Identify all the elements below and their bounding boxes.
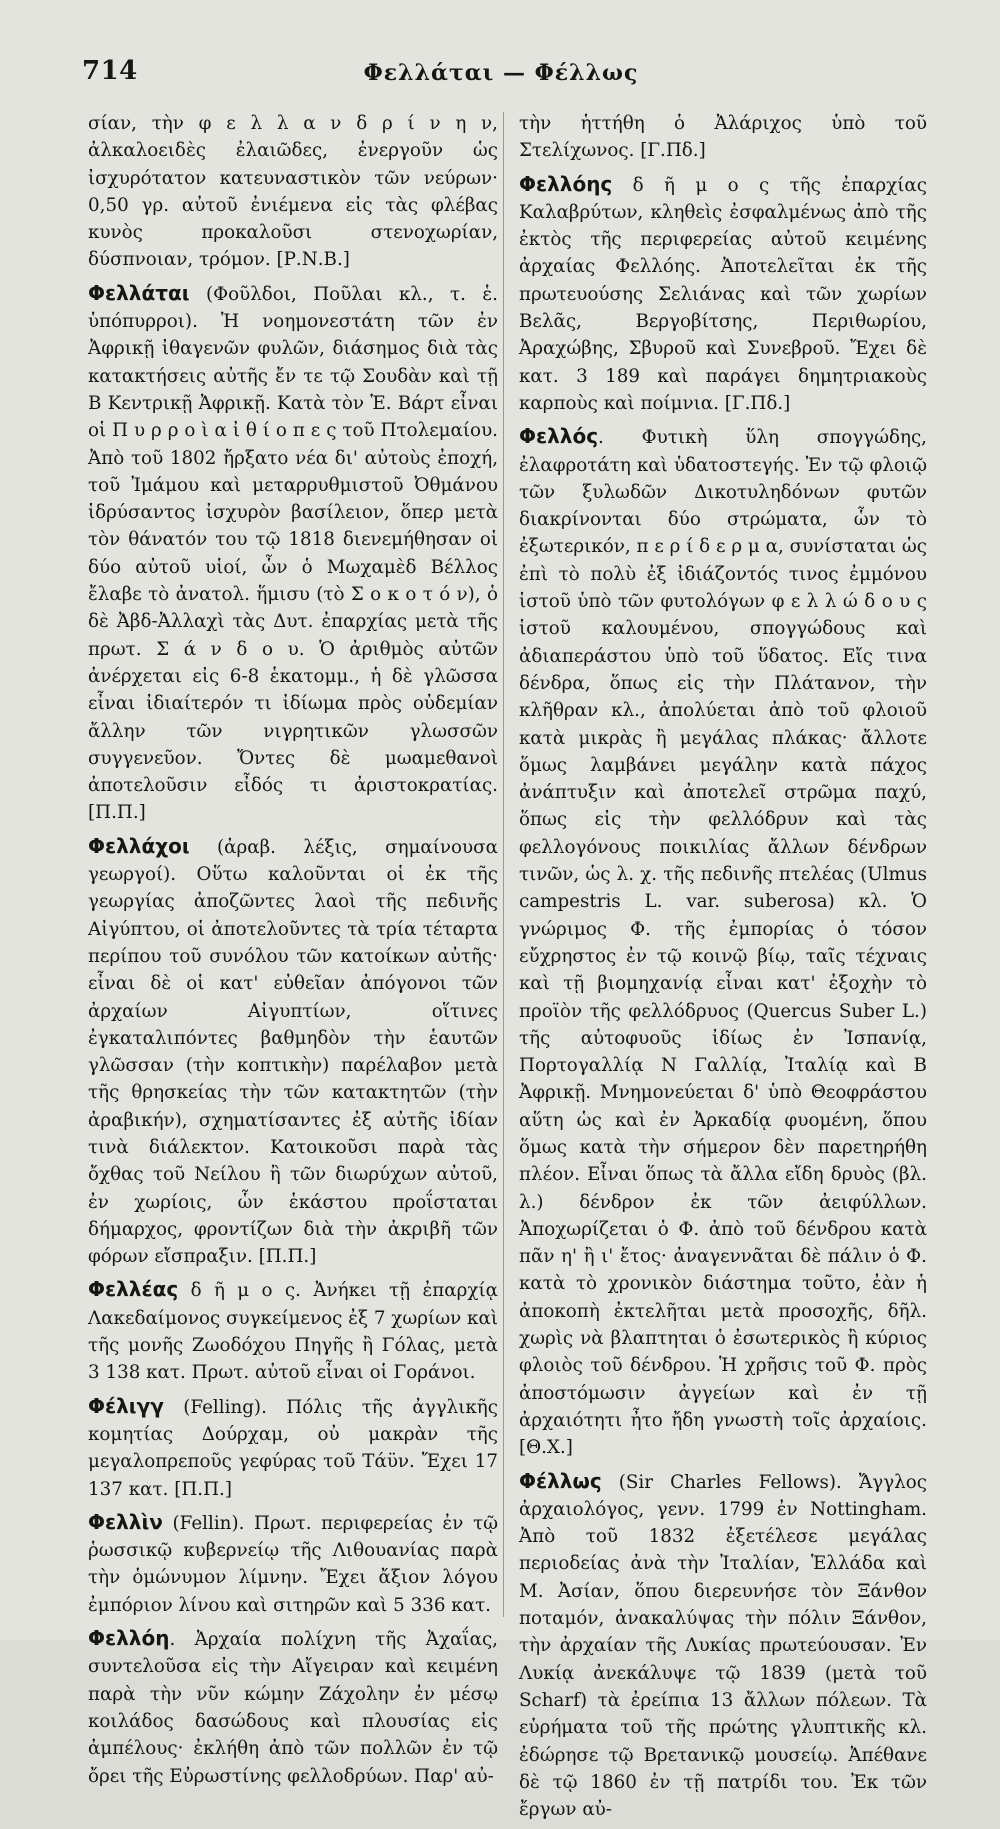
headword: Φελλάται — [88, 280, 190, 305]
entry-fellatai — [88, 280, 498, 827]
entry-continuation — [519, 110, 927, 165]
entry-text: . Ἀρχαία πολίχνη τῆς Ἀχαΐας, συντελοῦσα εἰς τὴν Αἴγειραν καὶ κειμένη παρὰ τὴν νῦν κώμην Ζάχολην ἐν μέσῳ κοιλάδος δασώδους καὶ πλουσίας εἰς ἀμπέλους· ἐκλήθη ἀπὸ τῶν πολλῶν ἐν τῷ ὄρει τῆς Εὐρωστίνης φελλοδρύων. Παρ' αὐ- — [88, 1629, 498, 1787]
entry-text: σίαν, τὴν φ ε λ λ α ν δ ρ ί ν η ν, ἀλκαλοειδὲς ἐλαιῶδες, ἐνεργοῦν ὡς ἰσχυρότατον κατευναστικὸν τῶν νεύρων· 0,50 γρ. αὐτοῦ ἐνιέμενα εἰς τὰς φλέβας κυνὸς προκαλοῦσι στενοχωρίαν, δύσπνοιαν, τρόμον. [Ρ.Ν.Β.] — [88, 113, 498, 271]
entry-text: (Φοῦλδοι, Ποῦλαι κλ., τ. ἑ. ὑπόπυρροι). Ἡ νοημονεστάτη τῶν ἐν Ἀφρικῇ ἰθαγενῶν φυλῶν, διάσημος διὰ τὰς κατακτήσεις αὐτῆς ἔν τε τῷ Σουδὰν καὶ τῇ Β Κεντρικῇ Ἀφρικῇ. Κατὰ τὸν Ἑ. Βάρτ εἶναι οἱ Π υ ρ ρ ο ὶ α ἰ θ ί ο π ε ς τοῦ Πτολεμαίου. Ἀπὸ τοῦ 1802 ἤρξατο νέα δι' αὐτοὺς ἐποχή, τοῦ Ἰμάμου καὶ μεταρρυθμιστοῦ Ὀθμάνου ἱδρύσαντος ἰσχυρὸν βασίλειον, ὅπερ μετὰ τὸν θάνατόν του τῷ 1818 διενεμήθησαν οἱ δύο αὐτοῦ υἱοί, ὧν ὁ Μωχαμὲδ Βέλλος ἔλαβε τὸ ἀνατολ. ἥμισυ (τὸ Σ ο κ ο τ ό ν), ὁ δὲ Ἀβδ-Ἀλλαχὶ τὰς Δυτ. ἐπαρχίας μετὰ τῆς πρωτ. Σ ά ν δ ο υ. Ὁ ἀριθμὸς αὐτῶν ἀνέρχεται εἰς 6-8 ἑκατομμ., ἡ δὲ γλῶσσα εἶναι ἰδιαίτερόν τι ἰδίωμα πρὸς οὐδεμίαν ἄλλην τῶν νιγρητικῶν γλωσσῶν συγγενεῦον. Ὄντες δὲ μωαμεθανοὶ ἀποτελοῦσιν εἶδός τι ἀριστοκρατίας. [Π.Π.] — [88, 283, 498, 824]
entry-felloe — [88, 1625, 498, 1790]
entry-fellows — [519, 1468, 927, 1824]
headword: Φελλόη — [88, 1626, 170, 1651]
page-header — [82, 52, 920, 96]
entry-text: (ἀραβ. λέξις, σημαίνουσα γεωργοί). Οὕτω καλοῦνται οἱ ἐκ τῆς γεωργίας ἀποζῶντες λαοὶ τῆς πεδινῆς Αἰγύπτου, οἱ ἀποτελοῦντες τὰ τρία τέταρτα περίπου τοῦ συνόλου τῶν κατοίκων αὐτῆς· εἶναι δὲ οἱ κατ' εὐθεῖαν ἀπόγονοι τῶν ἀρχαίων Αἰγυπτίων, οἵτινες ἐγκαταλιπόντες βαθμηδὸν τὴν ἑαυτῶν γλῶσσαν (τὴν κοπτικὴν) παρέλαβον μετὰ τῆς θρησκείας τὴν τῶν κατακτητῶν (τὴν ἀραβικήν), σχηματίσαντες ἐξ αὐτῆς ἰδίαν τινὰ διάλεκτον. Κατοικοῦσι παρὰ τὰς ὄχθας τοῦ Νείλου ἢ τῶν διωρύχων αὐτοῦ, ἐν χωρίοις, ὧν ἑκάστου προΐσταται δήμαρχος, φροντίζων διὰ τὴν ἀκριβῆ τῶν φόρων εἴσπραξιν. [Π.Π.] — [88, 836, 498, 1268]
entry-fellachoi — [88, 833, 498, 1271]
entry-text: δ ῆ μ ο ς τῆς ἐπαρχίας Καλαβρύτων, κληθεὶς ἐσφαλμένως ἀπὸ τῆς ἐκτὸς τῆς περιφερείας αὐτοῦ κειμένης ἀρχαίας Φελλόης. Ἀποτελεῖται ἐκ τῆς πρωτευούσης Σελιάνας καὶ τῶν χωρίων Βελᾶς, Βεργοβίτσης, Περιθωρίου, Ἀραχώβης, Σβυροῦ καὶ Συνεβροῦ. Ἔχει δὲ κατ. 3 189 καὶ παράγει δημητριακοὺς καρποὺς καὶ ποίμνια. [Γ.Πδ.] — [519, 174, 927, 414]
headword: Φελλὶν — [88, 1509, 163, 1534]
entry-text: δ ῆ μ ο ς. Ἀνήκει τῇ ἐπαρχίᾳ Λακεδαίμονος συγκείμενος ἐξ 7 χωρίων καὶ τῆς μονῆς Ζωοδόχου Πηγῆς ἢ Γόλας, μετὰ 3 138 κατ. Πρωτ. αὐτοῦ εἶναι οἱ Γοράνοι. — [88, 1280, 498, 1384]
headword: Φελλόης — [519, 171, 613, 196]
running-head: Φελλάται — Φέλλως — [363, 60, 639, 86]
entry-text: τὴν ἡττήθη ὁ Ἀλάριχος ὑπὸ τοῦ Στελίχωνος. [Γ.Πδ.] — [519, 113, 927, 162]
entry-continuation — [88, 110, 498, 274]
column-divider — [503, 112, 504, 1617]
entry-felleas — [88, 1276, 498, 1386]
entry-text: (Felling). Πόλις τῆς ἀγγλικῆς κομητίας Δούρχαμ, οὐ μακρὰν τῆς μεγαλοπρεποῦς γεφύρας τοῦ Τάϋν. Ἔχει 17 137 κατ. [Π.Π.] — [88, 1396, 498, 1500]
headword: Φέλιγγ — [88, 1393, 164, 1418]
entry-felling — [88, 1393, 498, 1503]
entry-fellin — [88, 1509, 498, 1619]
entry-fellos — [519, 423, 927, 1461]
headword: Φελλός — [519, 424, 599, 449]
entry-text: (Fellin). Πρωτ. περιφερείας ἐν τῷ ῥωσσικῷ κυβερνείῳ τῆς Λιθουανίας παρὰ τὴν ὁμώνυμον λίμνην. Ἔχει ἄξιον λόγου ἐμπόριον λίνου καὶ σιτηρῶν καὶ 5 336 κατ. — [88, 1512, 498, 1616]
headword: Φέλλως — [519, 1468, 602, 1493]
headword: Φελλέας — [88, 1277, 179, 1302]
entry-text: (Sir Charles Fellows). Ἄγγλος ἀρχαιολόγος, γενν. 1799 ἐν Nottingham. Ἀπὸ τοῦ 1832 ἐξετέλεσε μεγάλας περιοδείας ἀνὰ τὴν Ἰταλίαν, Ἑλλάδα καὶ Μ. Ἀσίαν, ὅπου διερευνήσε τὸν Ξάνθον ποταμόν, ἀνακαλύψας τὴν πόλιν Ξάνθον, τὴν ἀρχαίαν τῆς Λυκίας πρωτεύουσαν. Ἐν Λυκίᾳ ἀνεκάλυψε τῷ 1839 (μετὰ τοῦ Scharf) τὰ ἐρείπια 13 ἄλλων πόλεων. Τὰ εὑρήματα τοῦ τῆς πρώτης γλυπτικῆς κλ. ἐδώρησε τῷ Βρετανικῷ μουσείῳ. Ἀπέθανε δὲ τῷ 1860 ἐν τῇ πατρίδι του. Ἐκ τῶν ἔργων αὐ- — [519, 1471, 927, 1821]
headword: Φελλάχοι — [88, 833, 190, 858]
entry-text: . Φυτικὴ ὕλη σπογγώδης, ἐλαφροτάτη καὶ ὑδατοστεγής. Ἐν τῷ φλοιῷ τῶν ξυλωδῶν Δικοτυληδόνων φυτῶν διακρίνονται δύο στρώματα, ὧν τὸ ἐξωτερικόν, π ε ρ ί δ ε ρ μ α, συνίσταται ὡς ἐπὶ τὸ πολὺ ἐξ ἰδιάζοντός τινος ἐμμόνου ἱστοῦ ὑπὸ τῶν φυτολόγων φ ε λ λ ώ δ ο υ ς ἱστοῦ καλουμένου, σπογγώδους καὶ ἀδιαπεράστου ὑπὸ τοῦ ὕδατος. Εἴς τινα δένδρα, ὅπως εἰς τὴν Πλάτανον, τὴν κλῆθραν κλ., ἀπολύεται ἀπὸ τοῦ φλοιοῦ κατὰ μικρὰς ἢ μεγάλας πλάκας· ἄλλοτε ὅμως λαμβάνει μεγάλην κατὰ πάχος ἀνάπτυξιν καὶ ἀποτελεῖ στρῶμα παχύ, ὅπως εἰς τὴν φελλόδρυν καὶ τὰς φελλογόνους ποικιλίας ἄλλων δένδρων τινῶν, ὡς λ. χ. τῆς πεδινῆς πτελέας (Ulmus campestris L. var. suberosa) κλ. Ὁ γνώριμος Φ. τῆς ἐμπορίας ὁ τόσον εὔχρηστος ἐν τῷ κοινῷ βίῳ, ταῖς τέχναις καὶ τῇ βιομηχανίᾳ εἶναι κατ' ἐξοχὴν τὸ προϊὸν τῆς φελλόδρυος (Quercus Suber L.) τῆς αὐτοφυοῦς ἰδίως ἐν Ἰσπανίᾳ, Πορτογαλλίᾳ Ν Γαλλίᾳ, Ἰταλίᾳ καὶ Β Ἀφρικῇ. Μνημονεύεται δ' ὑπὸ Θεοφράστου αὕτη ὡς καὶ ἐν Ἀρκαδίᾳ φυομένη, ὅπου ὅμως κατὰ τὴν σήμερον δὲν παρετηρήθη πλέον. Εἶναι ὅπως τὰ ἄλλα εἴδη δρυὸς (βλ. λ.) δένδρον ἐκ τῶν ἀειφύλλων. Ἀποχωρίζεται ὁ Φ. ἀπὸ τοῦ δένδρου κατὰ πᾶν η' ἢ ι' ἔτος· ἀναγεννᾶται δὲ πάλιν ὁ Φ. κατὰ τὸ χρονικὸν διάστημα τοῦτο, ἐὰν ἡ ἀποκοπὴ ἐκτελῆται μετὰ προσοχῆς, δῆλ. χωρὶς νὰ βλαπτηται ὁ ἐσωτερικὸς ἢ κύριος φλοιὸς τοῦ δένδρου. Ἡ χρῆσις τοῦ Φ. πρὸς ἀποστόμωσιν ἀγγείων καὶ ἐν τῇ ἀρχαιότητι ἦτο ἤδη γνωστὴ τοῖς ἀρχαίοις. [Θ.Χ.] — [519, 427, 927, 1459]
left-column — [88, 110, 498, 1796]
entry-felloes — [519, 171, 927, 418]
right-column — [519, 110, 927, 1829]
page-number: 714 — [82, 56, 138, 86]
